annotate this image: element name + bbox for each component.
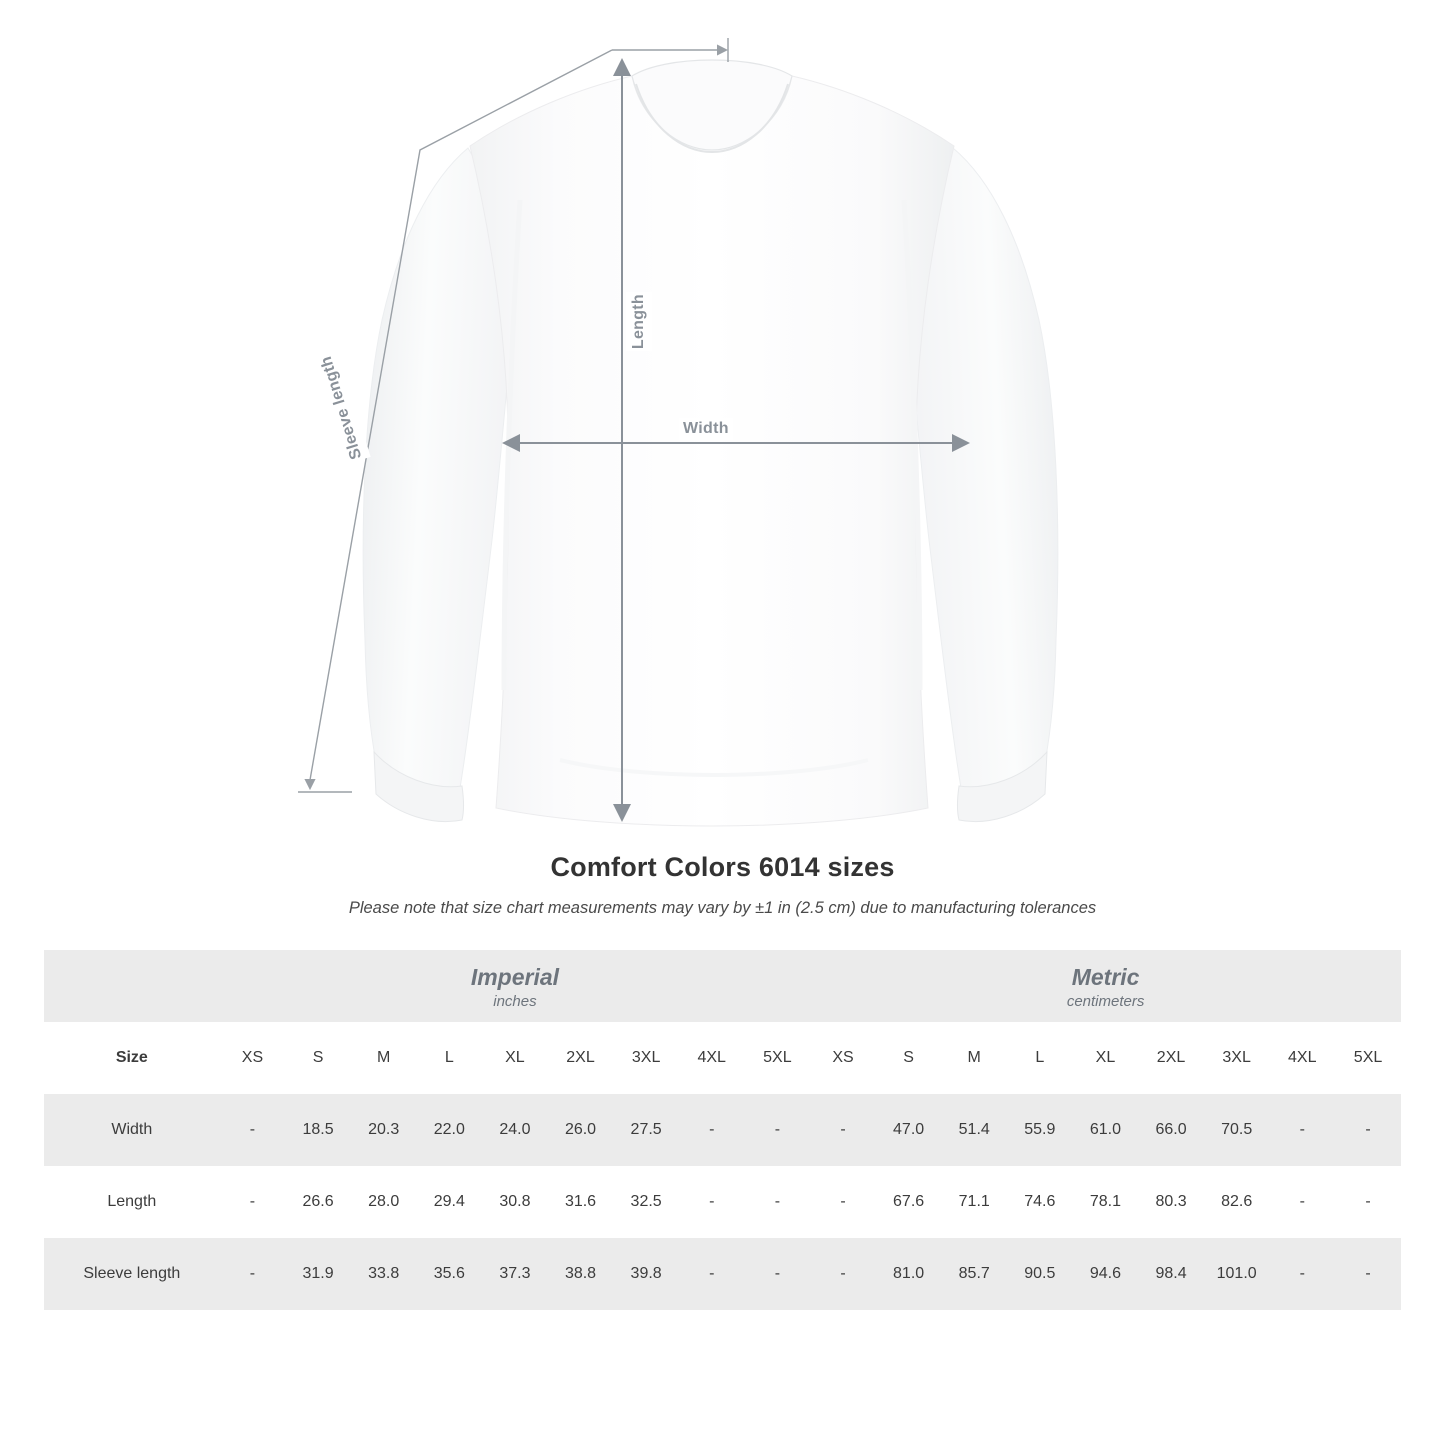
cell-length-metric-2xl: 80.3 [1138,1166,1204,1238]
table-row [44,1094,1401,1166]
cell-length-metric-m: 71.1 [941,1166,1007,1238]
cell-length-imperial-3xl: 32.5 [613,1166,679,1238]
cell-sleeve-metric-xl: 94.6 [1073,1238,1139,1310]
width-dimension-label: Width [679,418,733,440]
cell-sleeve-metric-2xl: 98.4 [1138,1238,1204,1310]
cell-length-imperial-2xl: 31.6 [548,1166,614,1238]
imperial-unit-sub: inches [493,993,537,1011]
cell-length-metric-xs: - [810,1166,876,1238]
size-header-imperial-3xl: 3XL [613,1022,679,1094]
cell-sleeve-imperial-2xl: 38.8 [548,1238,614,1310]
cell-width-metric-2xl: 66.0 [1138,1094,1204,1166]
size-header-metric-3xl: 3XL [1204,1022,1270,1094]
size-header-row [44,1022,1401,1094]
tolerance-note: Please note that size chart measurements may vary by ±1 in (2.5 cm) due to manufacturing tolerances [348,899,1097,917]
title-block [0,852,1445,918]
cell-width-metric-xs: - [810,1094,876,1166]
cell-sleeve-imperial-xl: 37.3 [482,1238,548,1310]
cell-width-imperial-4xl: - [679,1094,745,1166]
cell-width-imperial-2xl: 26.0 [548,1094,614,1166]
cell-sleeve-imperial-xs: - [220,1238,286,1310]
size-header-imperial-5xl: 5XL [745,1022,811,1094]
cell-length-imperial-xs: - [220,1166,286,1238]
table-row [44,1238,1401,1310]
cell-width-metric-3xl: 70.5 [1204,1094,1270,1166]
imperial-unit-header [220,950,811,1022]
size-table [44,950,1401,1310]
cell-width-metric-4xl: - [1269,1094,1335,1166]
cell-length-metric-l: 74.6 [1007,1166,1073,1238]
size-header-metric-5xl: 5XL [1335,1022,1401,1094]
cell-width-imperial-m: 20.3 [351,1094,417,1166]
cell-sleeve-metric-3xl: 101.0 [1204,1238,1270,1310]
metric-unit-sub: centimeters [1066,993,1145,1011]
cell-length-metric-4xl: - [1269,1166,1335,1238]
size-header-metric-xl: XL [1073,1022,1139,1094]
cell-sleeve-metric-s: 81.0 [876,1238,942,1310]
cell-length-metric-3xl: 82.6 [1204,1166,1270,1238]
sleeve-length-dimension-label: Sleeve length [313,351,370,465]
cell-length-metric-5xl: - [1335,1166,1401,1238]
size-header-metric-xs: XS [810,1022,876,1094]
size-header-imperial-xs: XS [220,1022,286,1094]
cell-length-imperial-l: 29.4 [416,1166,482,1238]
cell-sleeve-imperial-3xl: 39.8 [613,1238,679,1310]
size-header-imperial-m: M [351,1022,417,1094]
size-header-imperial-4xl: 4XL [679,1022,745,1094]
cell-length-imperial-4xl: - [679,1166,745,1238]
size-header-imperial-xl: XL [482,1022,548,1094]
table-row [44,1166,1401,1238]
cell-length-imperial-s: 26.6 [285,1166,351,1238]
size-header-metric-l: L [1007,1022,1073,1094]
row-label-width: Width [44,1094,220,1166]
cell-length-metric-xl: 78.1 [1073,1166,1139,1238]
size-header-metric-4xl: 4XL [1269,1022,1335,1094]
cell-width-metric-xl: 61.0 [1073,1094,1139,1166]
metric-unit-header [810,950,1401,1022]
page-title: Comfort Colors 6014 sizes [550,852,895,882]
cell-width-imperial-5xl: - [745,1094,811,1166]
size-header-imperial-s: S [285,1022,351,1094]
cell-length-metric-s: 67.6 [876,1166,942,1238]
cell-length-imperial-5xl: - [745,1166,811,1238]
cell-width-metric-5xl: - [1335,1094,1401,1166]
cell-sleeve-imperial-m: 33.8 [351,1238,417,1310]
size-label-cell: Size [44,1022,220,1094]
unit-header-row [44,950,1401,1022]
cell-sleeve-imperial-4xl: - [679,1238,745,1310]
cell-width-metric-m: 51.4 [941,1094,1007,1166]
cell-sleeve-metric-xs: - [810,1238,876,1310]
cell-sleeve-imperial-s: 31.9 [285,1238,351,1310]
unit-header-spacer [44,950,220,1022]
cell-sleeve-metric-5xl: - [1335,1238,1401,1310]
cell-width-imperial-xl: 24.0 [482,1094,548,1166]
cell-width-imperial-3xl: 27.5 [613,1094,679,1166]
cell-width-metric-l: 55.9 [1007,1094,1073,1166]
cell-sleeve-metric-4xl: - [1269,1238,1335,1310]
size-table-wrapper [44,950,1401,1310]
imperial-unit-name: Imperial [470,963,560,990]
cell-sleeve-metric-m: 85.7 [941,1238,1007,1310]
cell-sleeve-imperial-l: 35.6 [416,1238,482,1310]
metric-unit-name: Metric [1071,963,1140,990]
size-header-metric-s: S [876,1022,942,1094]
size-header-imperial-l: L [416,1022,482,1094]
cell-length-imperial-xl: 30.8 [482,1166,548,1238]
size-header-metric-m: M [941,1022,1007,1094]
size-header-imperial-2xl: 2XL [548,1022,614,1094]
cell-width-imperial-xs: - [220,1094,286,1166]
size-header-metric-2xl: 2XL [1138,1022,1204,1094]
cell-length-imperial-m: 28.0 [351,1166,417,1238]
cell-width-imperial-s: 18.5 [285,1094,351,1166]
cell-sleeve-metric-l: 90.5 [1007,1238,1073,1310]
row-label-sleeve-length: Sleeve length [44,1238,220,1310]
cell-sleeve-imperial-5xl: - [745,1238,811,1310]
row-label-length: Length [44,1166,220,1238]
cell-width-metric-s: 47.0 [876,1094,942,1166]
cell-width-imperial-l: 22.0 [416,1094,482,1166]
length-dimension-label: Length [626,292,652,351]
